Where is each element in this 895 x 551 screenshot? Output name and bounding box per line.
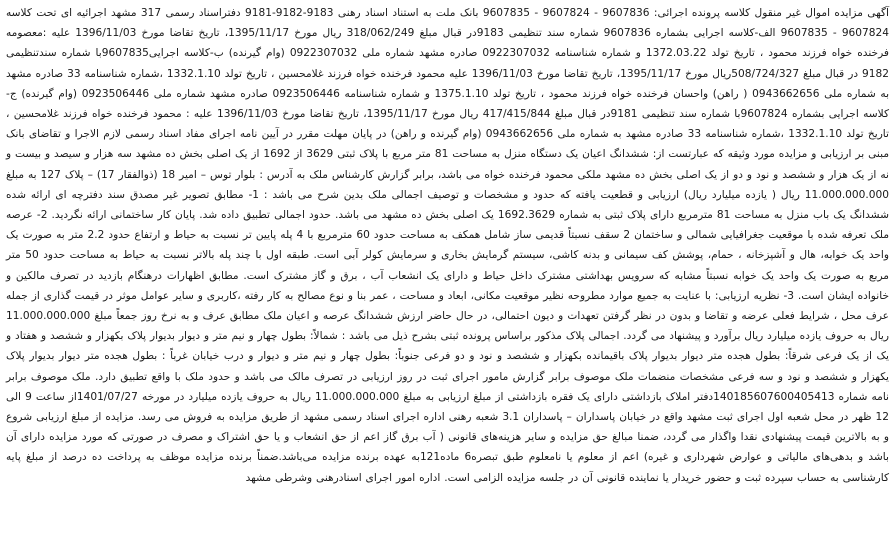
auction-notice-text: آگهی مزایده اموال غیر منقول کلاسه پرونده اجرائی: 9607836 - 9607824 - 9607835 بانک ملت به استناد اسناد رهنی 9183-9182-9181 دفتراسناد رسمی 317 مشهد اجرائیه ای تحت کلاسه 9607824 - 9607835 الف-کلاسه اجرایی بشماره 9607836 شماره سند تنظیمی 9183در قبال مبلغ 318/062/249 ریال مورخ 1395/11/17، تاریخ تقاضا مورخ 1396/11/03 علیه :معصومه فرخنده خواه فرزند محمود ، تاریخ تولد 1372.03.22 و شماره شناسنامه 0922307032 صادره مشهد شماره ملی 0922307032 (وام گیرنده) ب-کلاسه اجرایی9607835با شماره سندتنظیمی 9182 در قبال مبلغ 508/724/327ریال مورخ 1395/11/17، تاریخ تقاضا مورخ 1396/11/03 علیه محمود فرخنده خواه فرزند غلامحسین ، تاریخ تولد 1332.1.10 ،شماره شناسنامه 33 صادره مشهد به شماره ملی 0943662656 ( راهن) واحسان فرخنده خواه فرزند محمود ، تاریخ تولد 1375.1.10 و شماره شناسنامه 0923506446 صادره مشهد شماره ملی 0923506446 (وام گیرنده) ج-کلاسه اجرایی بشماره 9607824با شماره سند تنظیمی 9181در قبال مبلغ 417/415/844 ریال مورخ 1395/11/17، تاریخ تقاضا مورخ 1396/11/03 علیه : محمود فرخنده خواه فرزند غلامحسین ، تاریخ تولد 1332.1.10 ،شماره شناسنامه 33 صادره مشهد به شماره ملی 0943662656 (وام گیرنده و راهن) در پایان مهلت مقرر در آیین نامه اجرای مفاد اسناد رسمی لازم الاجرا و تقاضای بانک مبنی بر ارزیابی و مزایده مورد وثیقه که عبارتست از: ششدانگ اعیان یک دستگاه منزل به مساحت 81 متر مربع با پلاک ثبتی 3629 از 1692 از یک اصلی بخش ده مشهد سه هزار و سیصد و بیست و نه از یک هزار و ششصد و نود و دو از یک اصلی بخش ده مشهد ملکی محمود فرخنده خواه می باشد، برابر گزارش کارشناس ملک به آدرس : بلوار توس – امیر 18 (ذوالفقار 17) – پلاک 127 به مبلغ 11.000.000.000 ریال ( یازده میلیارد ریال) ارزیابی و قطعیت یافته که حدود و مشخصات و توصیف اجمالی ملک بدین شرح می باشد : 1- مطابق تصویر غیر مصدق سند دفترچه ای ارائه شده ششدانگ یک باب منزل به مساحت 81 مترمربع دارای پلاک ثبتی به شماره 1692.3629 یک اصلی بخش ده مشهد می باشد. حدود اجمالی تطبیق داده شد. پایان کار ساختمانی ارائه نگردید. 2- عرصه ملک تعرفه شده با موقعیت جغرافیایی شمالی و ساختمان 2 سقف نسبتاً قدیمی ساز شامل همکف به مساحت حدود 60 مترمربع با 4 پله پایین تر نسبت به حیاط و ارتفاع حدود 2.2 متر به صورت یک واحد یک خوابه، هال و آشپزخانه ، حمام، پوشش کف سیمانی و بدنه کاشی، سیستم گرمایش بخاری و سرمایش کولر آبی است. طبقه اول با چند پله بالاتر نسبت به حیاط به مساحت حدود 50 متر مربع به صورت یک واحد یک خوابه نسبتاً مشابه که سرویس بهداشتی مشترک داخل حیاط و دارای یک انشعاب آب ، برق و گاز مشترک است. مطابق اظهارات درهنگام بازدید در تصرف مالکین و خانواده ایشان است. 3- نظریه ارزیابی: با عنایت به جمیع موارد مطروحه نظیر موقعیت مکانی، ابعاد و مساحت ، عمر بنا و نوع مصالح به کار رفته ،کاربری و سایر عوامل موثر در قیمت گذاری از جمله عرف محل ، شرایط فعلی عرضه و تقاضا و بدون در نظر گرفتن تعهدات و دیون احتمالی، در حال حاضر ارزش ششدانگ عرصه و اعیان ملک مطابق عرف و به نرخ روز جمعاً مبلغ 11.000.000.000 ریال به حروف یازده میلیارد ریال برآورد و پیشنهاد می گردد. اجمالی پلاک مذکور براساس پرونده ثبتی بشرح ذیل می باشد : شمالاً: بطول چهار و نیم متر و دیوار بدیوار پلاک بکهزار و ششصد و هفتاد و یک از یک فرعی شرقاً: بطول هجده متر دیوار بدیوار پلاک باقیمانده بکهزار و ششصد و نود و دو فرعی جنوباً: بطول چهار و نیم متر و دیوار و درب خیابان غرباً : بطول هجده متر دیوار بدیوار پلاک یکهزار و ششصد و نود و سه فرعی مشخصات منضمات ملک موصوف برابر گزارش مامور اجرای ثبت در روز ارزیابی در تصرف مالک می باشد و حدود ملک با واقع تطبیق دارد. ملک موصوف برابر نامه شماره 140185607600405413دفتر املاک بازداشتی دارای یک فقره بازداشتی از مبلغ ارزیابی به مبلغ 11.000.000.000 ریال به حروف یازده میلیارد در مورخه 1401/07/27از ساعت 9 الی 12 ظهر در محل شعبه اول اجرای ثبت مشهد واقع در خیابان پاسداران – پاسداران 3.1 شعبه رهنی اداره اجرای اسناد رسمی مشهد از طریق مزایده به فروش می رسد. مزایده از مبلغ ارزیابی شروع و به بالاترین قیمت پیشنهادی نقدا واگذار می گردد، ضمنا مبالغ حق مزایده و سایر هزینه‌های قانونی ( آب برق گاز اعم از حق انشعاب و یا حق اشتراک و مصرف در صورتی که مورد مزایده دارای آن باشد و بدهی‌های مالیاتی و عوارض شهرداری و غیره) اعم از معلوم یا نامعلوم طبق تبصره6 ماده121به عهده برنده مزایده می‌باشد.ضمناً برنده مزایده موظف به پرداخت ده درصد از مبلغ پایه کارشناسی به حساب سپرده ثبت و حضور خریدار یا نماینده قانونی آن در جلسه مزایده الزامی است. اداره امور اجرای اسنادرهنی وشرطی مشهد <box>6 7 890 484</box>
